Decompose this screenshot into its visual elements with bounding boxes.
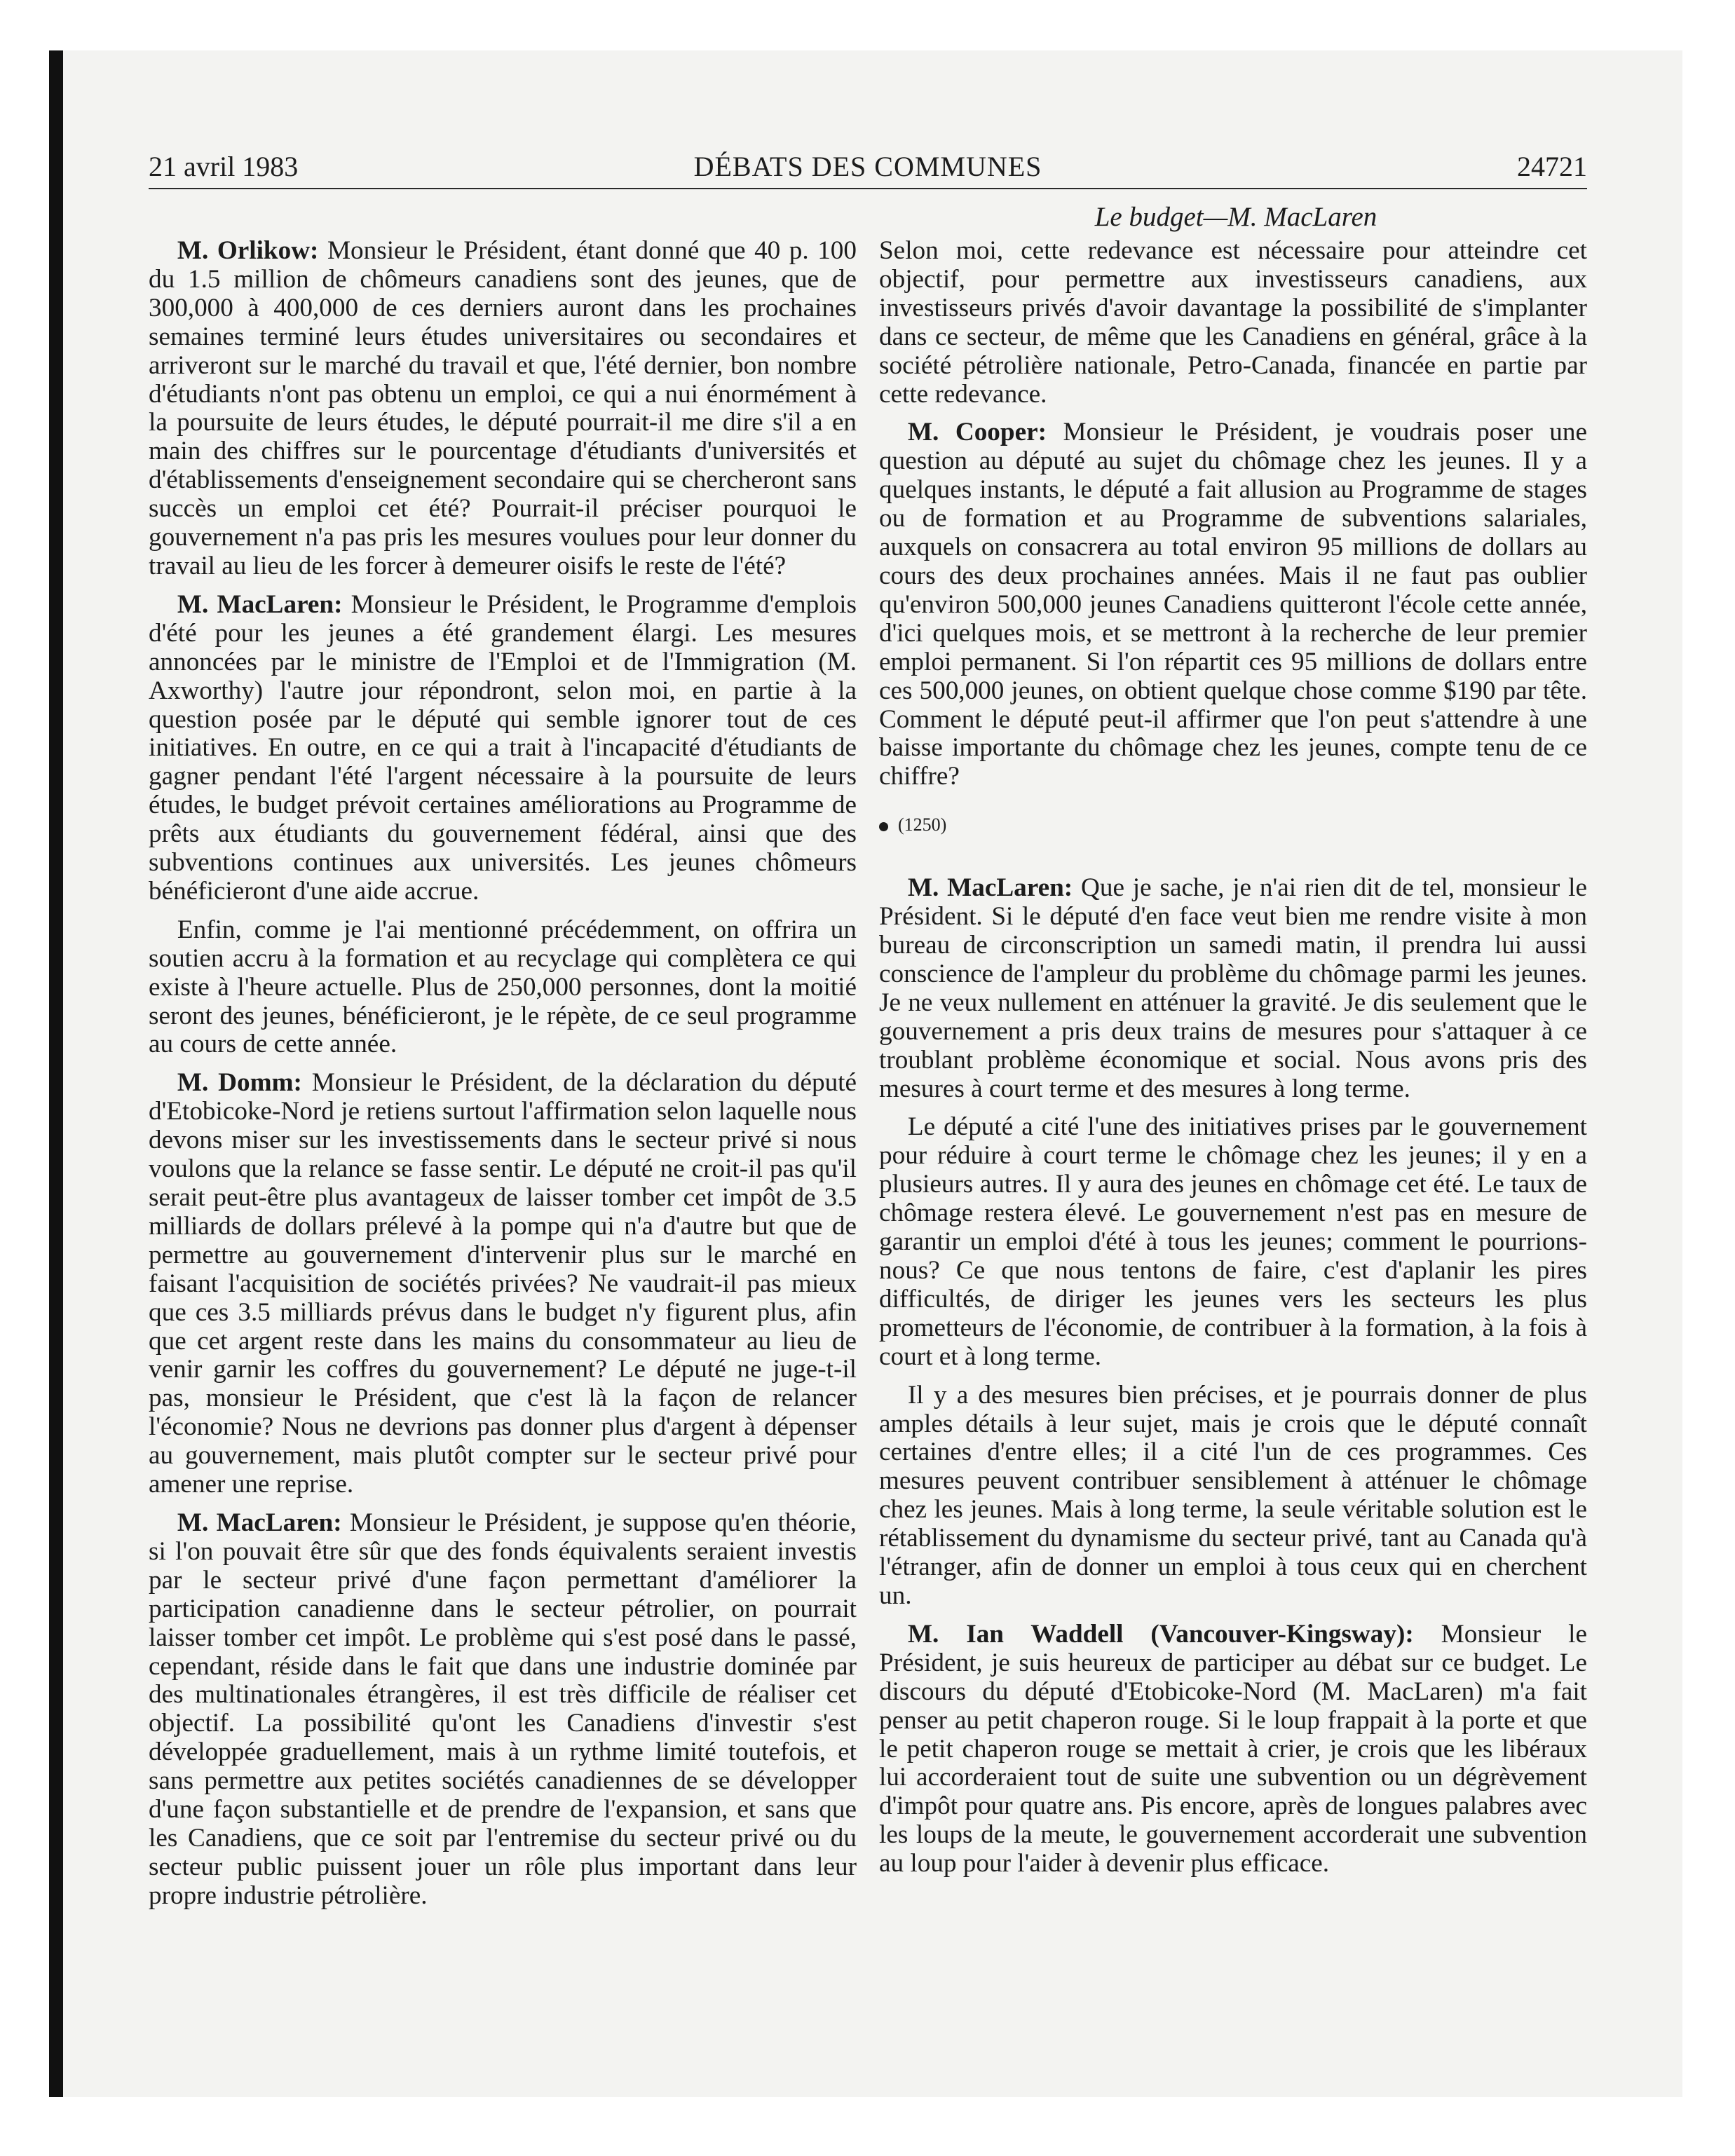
time-marker-text: (1250)	[898, 814, 947, 835]
speech-text: Il y a des mesures bien précises, et je pourrais donner de plus amples détails à leur sujet, mais je crois que le député connaît certaines d'entre elles; il a cité l'un de ces programmes. Ces mesures peuvent contribuer sensiblement à atténuer le chômage chez les jeunes. Mais à long terme, la seule véritable solution est le rétablissement du dynamisme du secteur privé, tant au Canada qu'à l'étranger, afin de donner un emploi à tous ceux qui en cherchent un.	[879, 1380, 1587, 1610]
speech-text: Selon moi, cette redevance est nécessaire pour atteindre cet objectif, pour permettre aux investisseurs canadiens, aux investisseurs privés d'avoir davantage la possibilité de s'implanter dans ce secteur, de même que les Canadiens en général, grâce à la société pétrolière nationale, Petro-Canada, financée en partie par cette redevance.	[879, 236, 1587, 409]
speech-paragraph	[879, 1381, 1587, 1611]
speech-paragraph	[879, 237, 1587, 409]
speech-paragraph	[879, 874, 1587, 1103]
speaker-name: M. MacLaren:	[177, 1508, 342, 1537]
speech-paragraph	[879, 1113, 1587, 1371]
speech-paragraph	[149, 1069, 857, 1499]
speech-text: Monsieur le Président, je voudrais poser une question au député au sujet du chômage chez les jeunes. Il y a quelques instants, le député a fait allusion au Programme de stages ou de formation et au Programme de subventions salariales, auxquels on consacrera au total environ 95 millions de dollars au cours des deux prochaines années. Mais il ne faut pas oublier qu'environ 500,000 jeunes Canadiens quitteront l'école cette année, d'ici quelques mois, et se mettront à la recherche de leur premier emploi permanent. Si l'on répartit ces 95 millions de dollars entre ces 500,000 jeunes, on obtient quelque chose comme $190 par tête. Comment le député peut-il affirmer que l'on peut s'attendre à une baisse importante du chômage chez les jeunes, compte tenu de ce chiffre?	[879, 418, 1587, 791]
speech-text: Monsieur le Président, je suis heureux de participer au débat sur ce budget. Le discours du député d'Etobicoke-Nord (M. MacLaren) m'a fait penser au petit chaperon rouge. Si le loup frappait à la porte et que le petit chaperon rouge se mettait à crier, je crois que les libéraux lui accorderaient tout de suite une subvention ou un dégrèvement d'impôt pour quatre ans. Pis encore, après de longues palabres avec les loups de la meute, le gouvernement accorderait une subvention au loup pour l'aider à devenir plus efficace.	[879, 1619, 1587, 1878]
speaker-name: M. MacLaren:	[907, 873, 1073, 903]
time-marker	[879, 812, 1587, 838]
speaker-name: M. MacLaren:	[177, 589, 343, 619]
left-column	[149, 237, 857, 1920]
speech-paragraph	[879, 418, 1587, 791]
speech-paragraph	[149, 591, 857, 906]
right-column	[879, 237, 1587, 1888]
speech-text: Enfin, comme je l'ai mentionné précédemment, on offrira un soutien accru à la formation et au recyclage qui complètera ce qui existe à l'heure actuelle. Plus de 250,000 personnes, dont la moitié seront des jeunes, bénéficieront, je le répète, de ce seul programme au cours de cette année.	[149, 915, 857, 1059]
header-date: 21 avril 1983	[149, 151, 299, 182]
speaker-name: M. Ian Waddell (Vancouver-Kingsway):	[907, 1619, 1414, 1649]
running-head	[149, 146, 1587, 189]
speaker-name: M. Orlikow:	[177, 236, 319, 265]
speech-text: Monsieur le Président, étant donné que 40 p. 100 du 1.5 million de chômeurs canadiens sont des jeunes, que de 300,000 à 400,000 de ces derniers auront dans les prochaines semaines terminé leurs études universitaires ou secondaires et arriveront sur le marché du travail et que, l'été dernier, bon nombre d'étudiants n'ont pas obtenu un emploi, ce qui a nui énormément à la poursuite de leurs études, le député pourrait-il me dire s'il a en main des chiffres sur le pourcentage d'étudiants d'universités et d'établissements d'enseignement secondaire qui se chercheront sans succès un emploi cet été? Pourrait-il préciser pourquoi le gouvernement n'a pas pris les mesures voulues pour leur donner du travail au lieu de les forcer à demeurer oisifs le reste de l'été?	[149, 236, 857, 580]
speech-text: Monsieur le Président, de la déclaration du député d'Etobicoke-Nord je retiens surtout l'affirmation selon laquelle nous devons miser sur les investissements dans le secteur privé si nous voulons que la relance se fasse sentir. Le député ne croit-il pas qu'il serait peut-être plus avantageux de laisser tomber cet impôt de 3.5 milliards de dollars prélevé à la pompe qui n'a d'autre but que de permettre au gouvernement d'intervenir plus sur le marché en faisant l'acquisition de sociétés privées? Ne vaudrait-il pas mieux que ces 3.5 milliards prévus dans le budget n'y figurent plus, afin que cet argent reste dans les mains du consommateur au lieu de venir garnir les coffres du gouvernement? Le député ne juge-t-il pas, monsieur le Président, que c'est là la façon de relancer l'économie? Nous ne devrions pas donner plus d'argent à dépenser au gouvernement, mais plutôt compter sur le secteur privé pour amener une reprise.	[149, 1068, 857, 1499]
section-heading: Le budget—M. MacLaren	[1094, 202, 1377, 232]
speaker-name: M. Cooper:	[907, 418, 1047, 447]
binding-edge	[49, 50, 63, 2097]
bullet-icon	[879, 822, 888, 831]
page-number: 24721	[1517, 151, 1587, 182]
header-title: DÉBATS DES COMMUNES	[693, 151, 1042, 182]
speech-text: Monsieur le Président, je suppose qu'en théorie, si l'on pouvait être sûr que des fonds équivalents seraient investis par le secteur privé d'une façon permettant d'améliorer la participation canadienne dans le secteur pétrolier, on pourrait laisser tomber cet impôt. Le problème qui s'est posé dans le passé, cependant, réside dans le fait que dans une industrie dominée par des multinationales étrangères, il est très difficile de réaliser cet objectif. La possibilité qu'ont les Canadiens d'investir s'est développée graduellement, mais à un rythme limité toutefois, et sans permettre aux petites sociétés canadiennes de se développer d'une façon substantielle et de prendre de l'expansion, et sans que les Canadiens, que ce soit par l'entremise du secteur privé ou du secteur public puissent jouer un rôle plus important dans leur propre industrie pétrolière.	[149, 1508, 857, 1910]
speech-paragraph	[149, 237, 857, 581]
speech-paragraph	[149, 1509, 857, 1911]
speech-text: Le député a cité l'une des initiatives prises par le gouvernement pour réduire à court terme le chômage chez les jeunes; il y en a plusieurs autres. Il y aura des jeunes en chômage cet été. Le taux de chômage restera élevé. Le gouvernement n'est pas en mesure de garantir un emploi d'été à tous les jeunes; comment le pourrions-nous? Ce que nous tentons de faire, c'est d'aplanir les pires difficultés, de diriger les jeunes vers les secteurs les plus prometteurs de l'économie, de contribuer à la formation, à la fois à court et à long terme.	[879, 1112, 1587, 1371]
speech-paragraph	[879, 1621, 1587, 1878]
speech-paragraph	[149, 916, 857, 1060]
speech-text: Que je sache, je n'ai rien dit de tel, monsieur le Président. Si le député d'en face veut bien me rendre visite à mon bureau de circonscription un samedi matin, il prendra lui aussi conscience de l'ampleur du problème du chômage parmi les jeunes. Je ne veux nullement en atténuer la gravité. Je dis seulement que le gouvernement a pris deux trains de mesures pour s'attaquer à ce troublant problème économique et social. Nous avons pris des mesures à court terme et des mesures à long terme.	[879, 873, 1587, 1103]
speaker-name: M. Domm:	[177, 1068, 302, 1098]
speech-text: Monsieur le Président, le Programme d'emplois d'été pour les jeunes a été grandement élargi. Les mesures annoncées par le ministre de l'Emploi et de l'Immigration (M. Axworthy) l'autre jour répondront, selon moi, en partie à la question posée par le député qui semble ignorer tout de ces initiatives. En outre, en ce qui a trait à l'incapacité d'étudiants de gagner pendant l'été l'argent nécessaire à la poursuite de leurs études, le budget prévoit certaines améliorations au Programme de prêts aux étudiants du gouvernement fédéral, ainsi que des subventions continues aux universités. Les jeunes chômeurs bénéficieront d'une aide accrue.	[149, 589, 857, 906]
